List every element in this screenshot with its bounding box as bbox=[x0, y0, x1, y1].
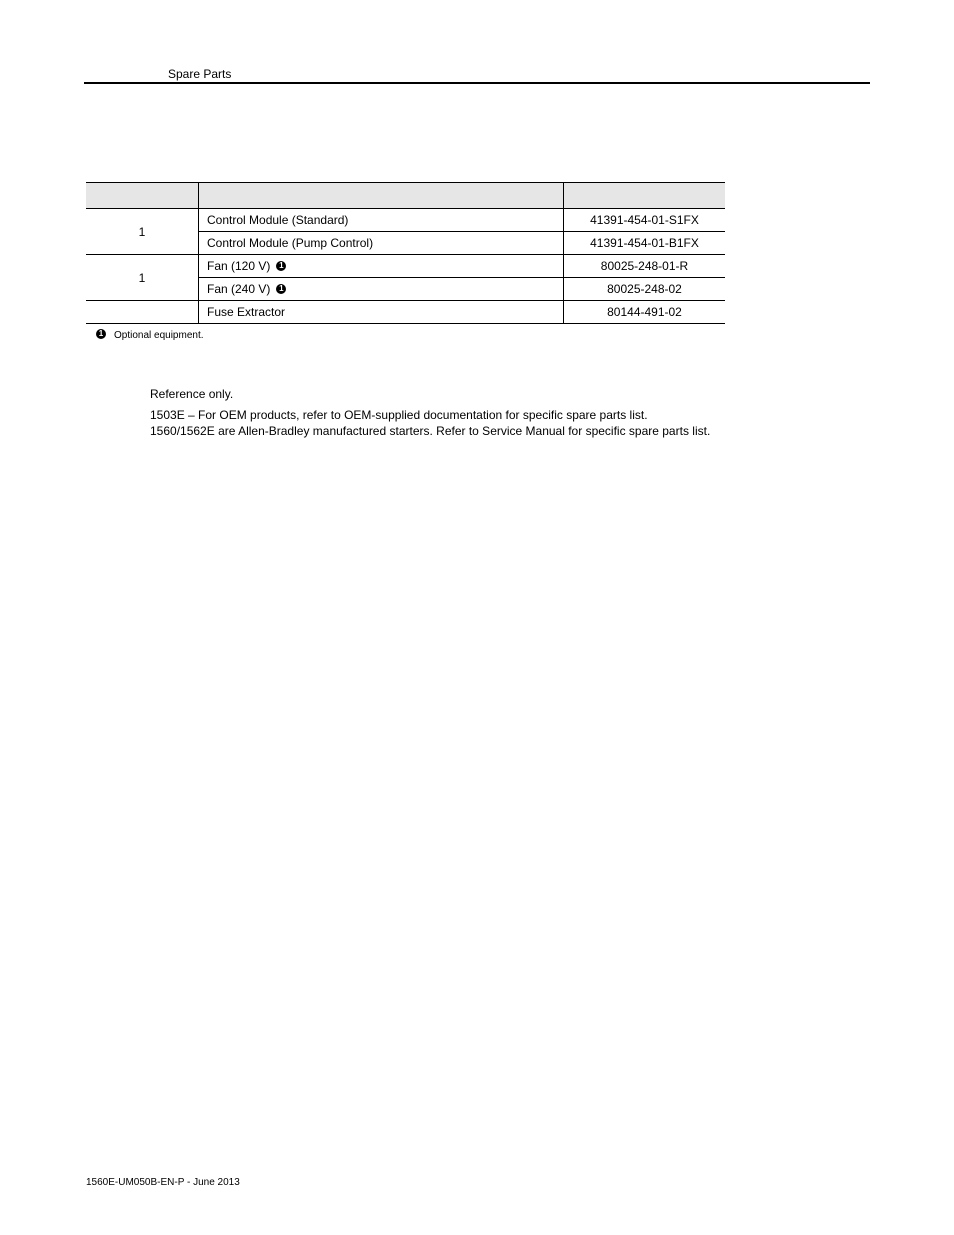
footnote-text: Optional equipment. bbox=[114, 330, 204, 341]
qty-cell: 1 bbox=[86, 255, 199, 301]
description-text: Control Module (Standard) bbox=[207, 213, 349, 227]
table-footnote bbox=[96, 330, 204, 341]
description-text: Fuse Extractor bbox=[207, 305, 286, 319]
header-rule bbox=[84, 82, 870, 84]
part-number-cell: 80144-491-02 bbox=[564, 301, 726, 324]
description-text: Fan (240 V) bbox=[207, 282, 271, 296]
description-cell bbox=[199, 278, 564, 301]
document-id: 1560E-UM050B-EN-P - June 2013 bbox=[86, 1177, 240, 1188]
footnote-marker-icon: 1 bbox=[276, 261, 286, 271]
footnote-marker-icon: 1 bbox=[276, 284, 286, 294]
oem-note: 1503E – For OEM products, refer to OEM-supplied documentation for specific spare parts list. bbox=[150, 408, 648, 422]
description-cell bbox=[199, 301, 564, 324]
section-title: Spare Parts bbox=[168, 67, 232, 81]
qty-cell: 1 bbox=[86, 209, 199, 255]
service-manual-note: 1560/1562E are Allen-Bradley manufactured starters. Refer to Service Manual for specific spare parts list. bbox=[150, 424, 711, 438]
part-number-cell: 41391-454-01-S1FX bbox=[564, 209, 726, 232]
description-cell bbox=[199, 232, 564, 255]
header-description bbox=[199, 183, 564, 209]
table-row bbox=[86, 209, 725, 232]
header-qty bbox=[86, 183, 199, 209]
description-text: Fan (120 V) bbox=[207, 259, 271, 273]
spare-parts-table bbox=[86, 182, 725, 324]
description-cell bbox=[199, 255, 564, 278]
description-text: Control Module (Pump Control) bbox=[207, 236, 374, 250]
table-header-row bbox=[86, 183, 725, 209]
part-number-cell: 41391-454-01-B1FX bbox=[564, 232, 726, 255]
header-part-number bbox=[564, 183, 726, 209]
description-cell bbox=[199, 209, 564, 232]
part-number-cell: 80025-248-02 bbox=[564, 278, 726, 301]
qty-cell bbox=[86, 301, 199, 324]
reference-note: Reference only. bbox=[150, 387, 234, 401]
table-row bbox=[86, 255, 725, 278]
part-number-cell: 80025-248-01-R bbox=[564, 255, 726, 278]
footnote-marker-icon: 1 bbox=[96, 329, 106, 339]
table-row bbox=[86, 301, 725, 324]
